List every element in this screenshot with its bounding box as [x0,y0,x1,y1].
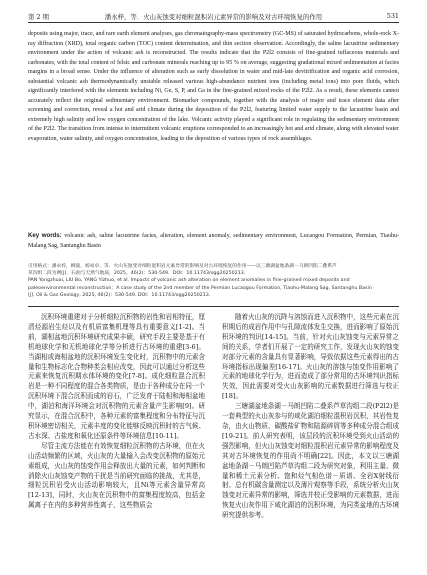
running-header [28,10,399,23]
body-paragraph: 三塘湖盆地条湖－马朗凹陷二叠系芦草沟组二段(P2l2)是一套典型的火山灰参与的咸化湖泊细粒混积岩沉积，其岩性复杂，由火山物质、碳酸盐矿物和陆源碎屑等多种成分混合组成[19-21]。前人研究表明，该层段的沉积环境受到火山活动的强烈影响，但火山灰蚀变对细粒混积岩元素异常的影响程度及其对古环境恢复的作用尚不明确[22]。因此，本文以三塘湖盆地条湖－马朗凹陷芦草沟组二段为研究对象，利用主量、微量和稀土元素分析、饱和烃气相色谱－质谱、全岩X射线衍射、总有机碳含量测定以及薄片观察等手段，系统分析火山灰蚀变对元素异常的影响，筛选并校正受影响的元素数据，进而恢复火山灰作用下咸化湖泊的沉积环境，为同类盆地的古环境研究提供参考。 [222,402,399,520]
citation [28,263,399,299]
section-divider [28,306,399,307]
citation-line: [J]. Oil & Gas Geology, 2025, 46(2)：530-549. DOI：10.11743/ogg20250213. [28,292,211,298]
body-column-left [28,313,205,511]
keywords [28,232,399,251]
citation-line: 草沟组二段为例[J]．石油与天然气地质，2025，46(2)：530-549．DOI：10.11743/ogg20250213. [28,271,246,277]
abstract [28,30,399,145]
body-paragraph: 尽管主流方法能在有效恢复细粒沉积物的古环境，但在火山活动频繁的区域，火山灰的大量输入会改变沉积物的原始元素组成，火山灰的蚀变作用会释放出大量的元素，如何判断和消除火山灰蚀变产物的干扰是当前研究面临的挑战，尤其是，细粒沉积岩受火山活动影响较大，且Ni等元素含量异常高[12-13]，同时，火山灰在沉积物中的富集程度较高，包括金属离子在内的多种营养性离子，这些物质会 [28,441,205,510]
citation-line: paleoenvironmental reconstruction：A case study of the 2nd member of the Permian Lucaogou Formation, Tiaohu-Malang Sag, Santanghu Basin [28,285,372,291]
citation-line: PAN Yongzhuai, LIU Bo, YANG Yizhuo, et al. Impacts of volcanic ash alteration on element anomalies in fine-grained mixed deposits and [28,278,350,284]
body-column-right [222,313,399,521]
issue-number: 第 2 期 [28,13,49,21]
running-title: 潘永梓，等．火山灰蚀变对细粒混积岩元素异常的影响及对古环境恢复的作用 [104,13,323,21]
citation-line: 引用格式：潘永梓，柳波，杨易卓，等．火山灰蚀变对细粒混积岩元素异常的影响及对古环境恢复的作用——以三塘湖盆地条湖－马朗凹陷二叠系芦 [28,264,337,269]
keywords-label: Key words: [28,233,62,239]
keywords-text: volcanic ash, saline lacustrine facies, alteration, element anomaly, sedimentary environment, Lucaogou Formation, Permian, Tiaohu-Malang Sag, Santanghu Basin [28,233,400,249]
body-paragraph: 沉积环境重建对于分析细粒沉积物的岩性和岩相特征，厘清烃源岩生烃以及有机质富集机理等具有重要意义[1-2]。当前，湖相盆地沉积环境研究成果丰硕，研究手段主要是基于有机地球化学和无机地球化学等分析进行古环境的重建[3-6]。当湖相或海相盆地的沉积环境发生变化时，沉积物中的元素含量和生物标志化合物种类会相应改变，因此可以通过分析这些元素来恢复沉积期水体环境的变化[7-8]。成化细粒混合沉积岩是一种不同程度的混合各类物质，是由于各种成分在同一个沉积环境下混合沉积而成的岩石，广泛发育于陆相和海相盆地中，湖泊和海洋环境会对沉积物的元素含量产生影响[9]。研究显示，在混合沉积中，各种元素的富集程度和分布特征与沉积环境密切相关，元素丰度的变化能够反映沉积时的古气候、古水深、古盐度和氧化还原条件等环境信息[10-11]。 [28,313,205,440]
page-number: 531 [386,12,399,20]
abstract-text: deposits using major, trace, and rare earth element analyses, gas chromatography-mass spectrometry (GC-MS) of saturated hydrocarbons, whole-rock X-ray diffraction (XRD), total organic carbon (TOC) content determination, and thin section observation. Accordingly, the saline lacustrine sedimentary environment under the action of volcanic ash is reconstructed. The results indicate that the P2l2 consists of fine-grained tuffaceous materials and carbonates, with the total content of felsic and carbonate minerals reaching up to 95 % on average, suggesting gradational mixed sedimentation at facies margins in a broad sense. Under the influence of alteration such as early dissolution in water and mid-late devitrification and organic acid corrosion, substantial volcanic ash thermodynamically unstable released various high-abundance nutrient ions (including metal ions) into pore fluids, which significantly interfered with the elements including Ni, Ge, S, P, and Ga in the fine-grained mixed rocks of the P2l2. As a result, these elements cannot accurately reflect the original sedimentary environment. Biomarker compounds, together with the analysis of major and trace element data after screening and correction, reveal a hot and arid climate during the deposition of the P2l2, featuring limited water supply to the lacustrine basin and extremely high salinity and low oxygen concentration of the lake. Volcanic activity played a significant role in regulating the sedimentary environment of the P2l2. The transition from intense to intermittent volcanic eruptions corresponded to an increasingly hot and arid climate, along with elevated water evaporation, water salinity, and oxygen concentration, leading to the deposition of various types of rock assemblages. [28,31,400,143]
body-paragraph: 随着火山灰的沉降与溶蚀而进入沉积物中，这些元素在沉积期后的成岩作用中与孔隙流体发生交换，进而影响了原始沉积环境的判识[14-15]。当前，针对火山灰蚀变与元素异常之间的关系，学者们开展了一定的研究工作，发现火山灰的蚀变对部分元素的含量具有显著影响，导致依据这些元素得出的古环境指标出现偏差[16-17]。火山灰的溶蚀与蚀变作用影响了元素的地球化学行为，进而造成了部分常用的古环境判识指标失效，因此需要对受火山灰影响的元素数据进行筛选与校正[18]。 [222,313,399,401]
